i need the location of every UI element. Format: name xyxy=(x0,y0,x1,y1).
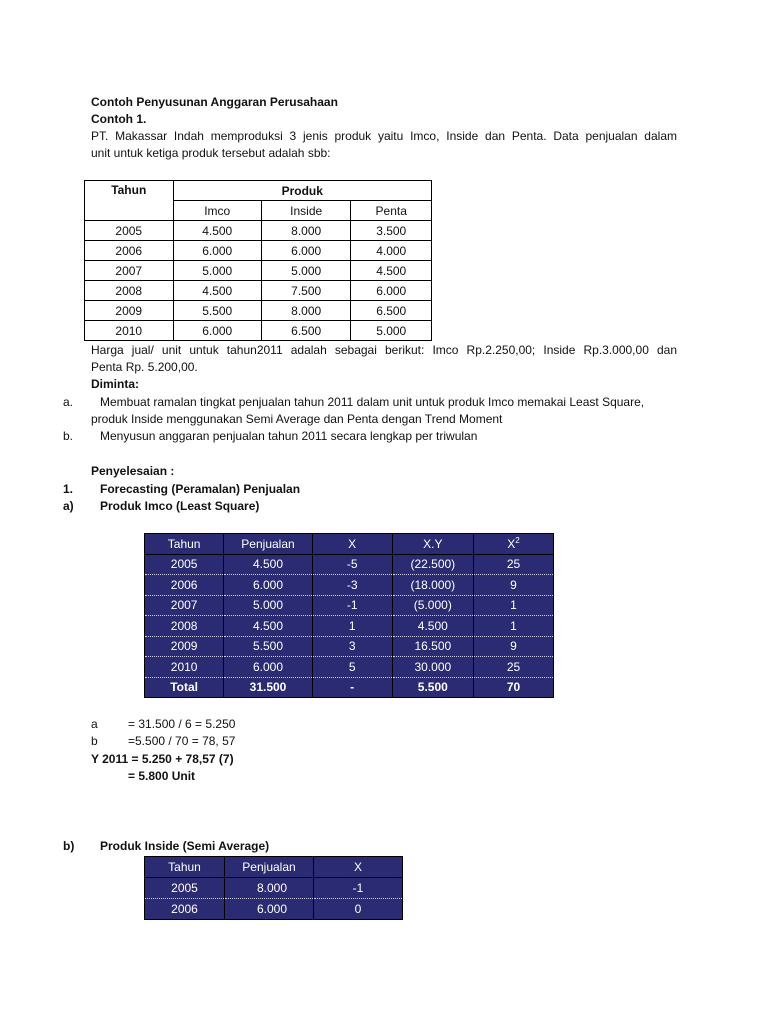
cell-xy: (22.500) xyxy=(392,554,473,575)
cell-penjualan: 4.500 xyxy=(224,616,312,637)
cell-year: 2006 xyxy=(85,241,174,261)
cell-year: 2009 xyxy=(85,301,174,321)
table-row xyxy=(145,636,554,657)
total-label: Total xyxy=(145,677,224,698)
cell-inside: 7.500 xyxy=(261,281,350,301)
cell-penjualan: 6.000 xyxy=(225,899,314,920)
cell-penjualan: 8.000 xyxy=(225,878,314,899)
cell-x: -1 xyxy=(312,595,392,616)
table-row xyxy=(145,657,554,678)
cell-penta: 6.000 xyxy=(351,281,432,301)
document-title: Contoh Penyusunan Anggaran Perusahaan xyxy=(91,95,338,109)
section-a-heading: Produk Imco (Least Square) xyxy=(100,499,260,513)
cell-tahun: 2005 xyxy=(145,878,225,899)
task-a-line-1: Membuat ramalan tingkat penjualan tahun 2011 dalam unit untuk produk Imco memakai Least Square, xyxy=(100,395,645,409)
cell-year: 2010 xyxy=(85,321,174,341)
cell-x: -1 xyxy=(314,878,403,899)
cell-xy: (5.000) xyxy=(392,595,473,616)
cell-x: -3 xyxy=(312,575,392,596)
table-row xyxy=(85,301,432,321)
cell-x: 5 xyxy=(312,657,392,678)
cell-tahun: 2008 xyxy=(145,616,224,637)
total-x: - xyxy=(312,677,392,698)
semi-average-table xyxy=(144,856,403,920)
total-x-squared: 70 xyxy=(474,677,554,698)
cell-penta: 3.500 xyxy=(351,221,432,241)
least-square-table xyxy=(144,533,554,698)
cell-imco: 4.500 xyxy=(173,281,261,301)
cell-tahun: 2009 xyxy=(145,636,224,657)
header-penjualan: Penjualan xyxy=(225,857,314,878)
cell-x-squared: 1 xyxy=(474,616,554,637)
cell-year: 2005 xyxy=(85,221,174,241)
cell-x-squared: 25 xyxy=(474,657,554,678)
header-imco: Imco xyxy=(173,201,261,221)
table-row xyxy=(145,899,403,920)
cell-inside: 8.000 xyxy=(261,301,350,321)
cell-x-squared: 1 xyxy=(474,595,554,616)
section-b-marker: b) xyxy=(63,839,75,853)
section-1-marker: 1. xyxy=(63,482,74,496)
section-1-heading: Forecasting (Peramalan) Penjualan xyxy=(100,482,301,496)
total-penjualan: 31.500 xyxy=(224,677,312,698)
cell-tahun: 2005 xyxy=(145,554,224,575)
calc-a-value: = 31.500 / 6 = 5.250 xyxy=(128,717,236,731)
cell-x: 0 xyxy=(314,899,403,920)
table-row xyxy=(85,281,432,301)
total-xy: 5.500 xyxy=(392,677,473,698)
table-row xyxy=(85,261,432,281)
cell-x: 3 xyxy=(312,636,392,657)
total-row xyxy=(145,677,554,698)
header-x: X xyxy=(312,534,392,555)
calc-y-line: Y 2011 = 5.250 + 78,57 (7) xyxy=(91,752,234,766)
cell-inside: 6.500 xyxy=(261,321,350,341)
task-b-line-1: Menyusun anggaran penjualan tahun 2011 secara lengkap per triwulan xyxy=(100,429,478,443)
table-row xyxy=(85,241,432,261)
header-tahun: Tahun xyxy=(145,534,224,555)
cell-penjualan: 5.500 xyxy=(224,636,312,657)
calc-b-label: b xyxy=(91,734,98,748)
cell-inside: 5.000 xyxy=(261,261,350,281)
cell-x-squared: 9 xyxy=(474,636,554,657)
cell-penjualan: 5.000 xyxy=(224,595,312,616)
header-year: Tahun xyxy=(85,181,174,221)
table-row xyxy=(145,878,403,899)
table-row xyxy=(145,554,554,575)
header-x-squared-exponent: 2 xyxy=(515,536,520,546)
intro-line-2: unit untuk ketiga produk tersebut adalah sbb: xyxy=(91,146,331,160)
calc-result: = 5.800 Unit xyxy=(128,769,196,783)
cell-imco: 4.500 xyxy=(173,221,261,241)
cell-xy: 16.500 xyxy=(392,636,473,657)
cell-inside: 6.000 xyxy=(261,241,350,261)
header-x-squared-base: X xyxy=(507,537,516,552)
cell-x-squared: 9 xyxy=(474,575,554,596)
asked-label: Diminta: xyxy=(91,377,139,391)
cell-xy: 30.000 xyxy=(392,657,473,678)
header-penta: Penta xyxy=(351,201,432,221)
cell-tahun: 2006 xyxy=(145,575,224,596)
table-row xyxy=(145,575,554,596)
header-tahun: Tahun xyxy=(145,857,225,878)
table-row xyxy=(85,321,432,341)
cell-inside: 8.000 xyxy=(261,221,350,241)
cell-penjualan: 6.000 xyxy=(224,575,312,596)
header-product: Produk xyxy=(173,181,432,201)
cell-imco: 6.000 xyxy=(173,241,261,261)
cell-year: 2007 xyxy=(85,261,174,281)
task-a-marker: a. xyxy=(63,395,74,409)
table-row xyxy=(145,595,554,616)
header-xy: X.Y xyxy=(392,534,473,555)
cell-imco: 5.000 xyxy=(173,261,261,281)
task-b-marker: b. xyxy=(63,429,74,443)
cell-imco: 6.000 xyxy=(173,321,261,341)
table-row xyxy=(145,616,554,637)
price-line-1: Harga jual/ unit untuk tahun2011 adalah sebagai berikut: Imco Rp.2.250,00; Inside Rp.3.000,00 dan xyxy=(91,343,677,357)
cell-penta: 6.500 xyxy=(351,301,432,321)
cell-tahun: 2006 xyxy=(145,899,225,920)
calc-b-value: =5.500 / 70 = 78, 57 xyxy=(128,734,236,748)
section-a-marker: a) xyxy=(63,499,74,513)
price-line-2: Penta Rp. 5.200,00. xyxy=(91,360,198,374)
header-x-squared xyxy=(474,534,554,555)
cell-tahun: 2007 xyxy=(145,595,224,616)
task-a-line-2: produk Inside menggunakan Semi Average dan Penta dengan Trend Moment xyxy=(91,412,503,426)
cell-penta: 4.500 xyxy=(351,261,432,281)
sales-data-table xyxy=(84,180,432,341)
cell-xy: (18.000) xyxy=(392,575,473,596)
cell-imco: 5.500 xyxy=(173,301,261,321)
solution-label: Penyelesaian : xyxy=(91,464,175,478)
cell-penjualan: 4.500 xyxy=(224,554,312,575)
cell-xy: 4.500 xyxy=(392,616,473,637)
cell-penjualan: 6.000 xyxy=(224,657,312,678)
intro-line-1: PT. Makassar Indah memproduksi 3 jenis produk yaitu Imco, Inside dan Penta. Data penjualan dalam xyxy=(91,129,677,143)
cell-x: 1 xyxy=(312,616,392,637)
cell-penta: 4.000 xyxy=(351,241,432,261)
cell-x: -5 xyxy=(312,554,392,575)
cell-x-squared: 25 xyxy=(474,554,554,575)
header-inside: Inside xyxy=(261,201,350,221)
calc-a-label: a xyxy=(91,717,98,731)
table-row xyxy=(85,221,432,241)
header-x: X xyxy=(314,857,403,878)
cell-year: 2008 xyxy=(85,281,174,301)
example-label: Contoh 1. xyxy=(91,112,147,126)
header-penjualan: Penjualan xyxy=(224,534,312,555)
cell-tahun: 2010 xyxy=(145,657,224,678)
cell-penta: 5.000 xyxy=(351,321,432,341)
section-b-heading: Produk Inside (Semi Average) xyxy=(100,839,270,853)
